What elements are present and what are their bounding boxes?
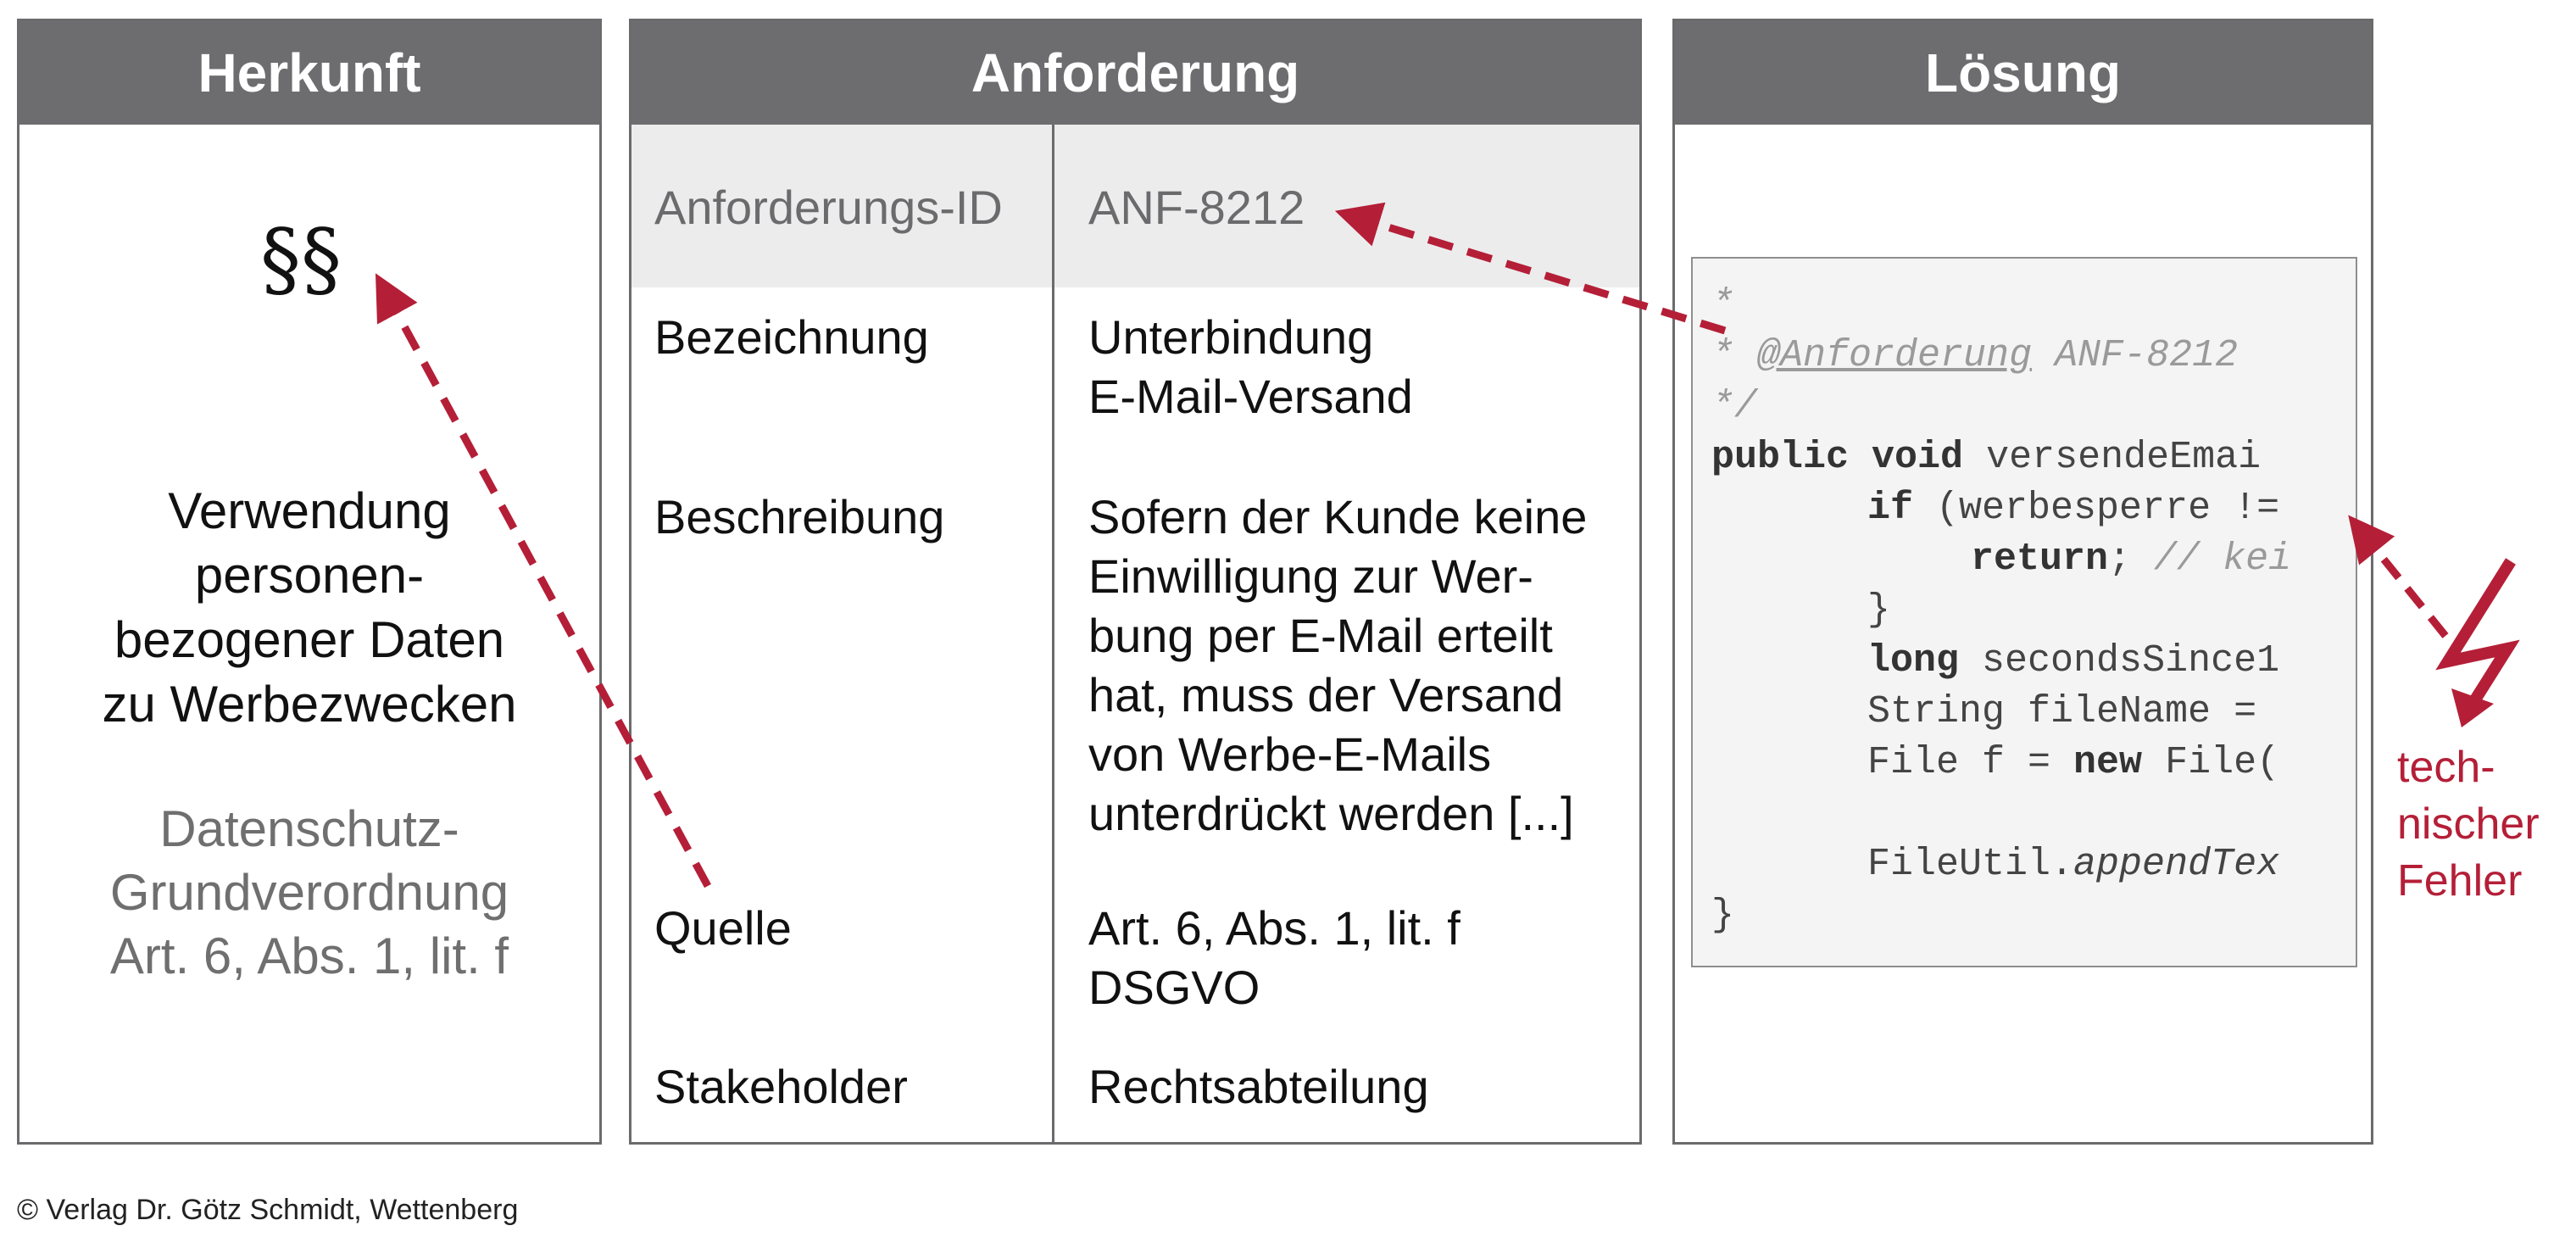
row-label-quelle: Quelle [654, 901, 792, 955]
error-label-line: tech- [2397, 743, 2495, 792]
code-annotation-tag: @Anforderung [1757, 334, 2033, 377]
code-comment: ANF-8212 [2032, 334, 2239, 377]
value-line: Unterbindung [1088, 310, 1374, 364]
copyright-notice: © Verlag Dr. Götz Schmidt, Wettenberg [17, 1194, 519, 1226]
arrow-error-to-code [2365, 536, 2445, 636]
loesung-header: Lösung [1675, 21, 2371, 125]
code-text: secondsSince1 [1959, 639, 2280, 682]
usage-line: zu Werbezwecken [102, 676, 517, 733]
code-line: String fileName = [1867, 690, 2257, 733]
code-line: * [1711, 283, 1735, 326]
code-text: (werbesperre != [1913, 487, 2280, 530]
code-keyword: public void [1711, 436, 1964, 479]
value-line: hat, muss der Versand [1088, 668, 1564, 722]
code-method: appendTex [2073, 843, 2280, 886]
row-value-id: ANF-8212 [1088, 181, 1305, 234]
code-line: } [1711, 894, 1735, 937]
code-text: File( [2142, 741, 2280, 784]
source-line: Grundverordnung [109, 864, 509, 921]
code-keyword: new [2073, 741, 2143, 784]
code-line: */ [1711, 385, 1758, 428]
paragraph-symbol-icon: §§ [260, 212, 342, 307]
arrow-code-to-requirement-id [1360, 219, 1725, 331]
code-text: File f = [1867, 741, 2074, 784]
error-label-line: nischer [2397, 800, 2540, 849]
code-keyword: long [1867, 639, 1960, 682]
row-label-id: Anforderungs-ID [654, 181, 1003, 234]
usage-line: personen- [194, 547, 425, 604]
code-text: ; [2108, 538, 2132, 581]
source-line: Art. 6, Abs. 1, lit. f [109, 928, 509, 984]
error-label-line: Fehler [2397, 856, 2523, 905]
row-label-stakeholder: Stakeholder [654, 1060, 908, 1113]
value-line: unterdrückt werden [...] [1088, 787, 1574, 840]
lightning-bolt-icon [2448, 561, 2511, 710]
value-line: Einwilligung zur Wer- [1088, 549, 1533, 603]
arrow-quelle-to-herkunft [388, 297, 708, 886]
row-label-bezeichnung: Bezeichnung [654, 310, 929, 364]
usage-line: bezogener Daten [114, 611, 505, 668]
usage-line: Verwendung [168, 482, 451, 539]
code-keyword: return [1971, 538, 2109, 581]
code-keyword: if [1867, 487, 1914, 530]
value-line: von Werbe-E-Mails [1088, 727, 1492, 781]
source-line: Datenschutz- [159, 800, 459, 857]
code-comment: // kei [2131, 538, 2292, 581]
value-line: Sofern der Kunde keine [1088, 490, 1588, 543]
code-text: versendeEmai [1963, 436, 2262, 479]
row-value-stakeholder: Rechtsabteilung [1088, 1060, 1429, 1113]
anforderung-header: Anforderung [631, 21, 1639, 125]
herkunft-header: Herkunft [19, 21, 599, 125]
value-line: E-Mail-Versand [1088, 370, 1413, 423]
code-comment: * [1711, 334, 1758, 377]
value-line: DSGVO [1088, 961, 1260, 1014]
value-line: bung per E-Mail erteilt [1088, 609, 1553, 662]
row-label-beschreibung: Beschreibung [654, 490, 945, 543]
code-line: } [1867, 588, 1891, 632]
value-line: Art. 6, Abs. 1, lit. f [1088, 901, 1460, 955]
code-text: FileUtil. [1867, 843, 2074, 886]
